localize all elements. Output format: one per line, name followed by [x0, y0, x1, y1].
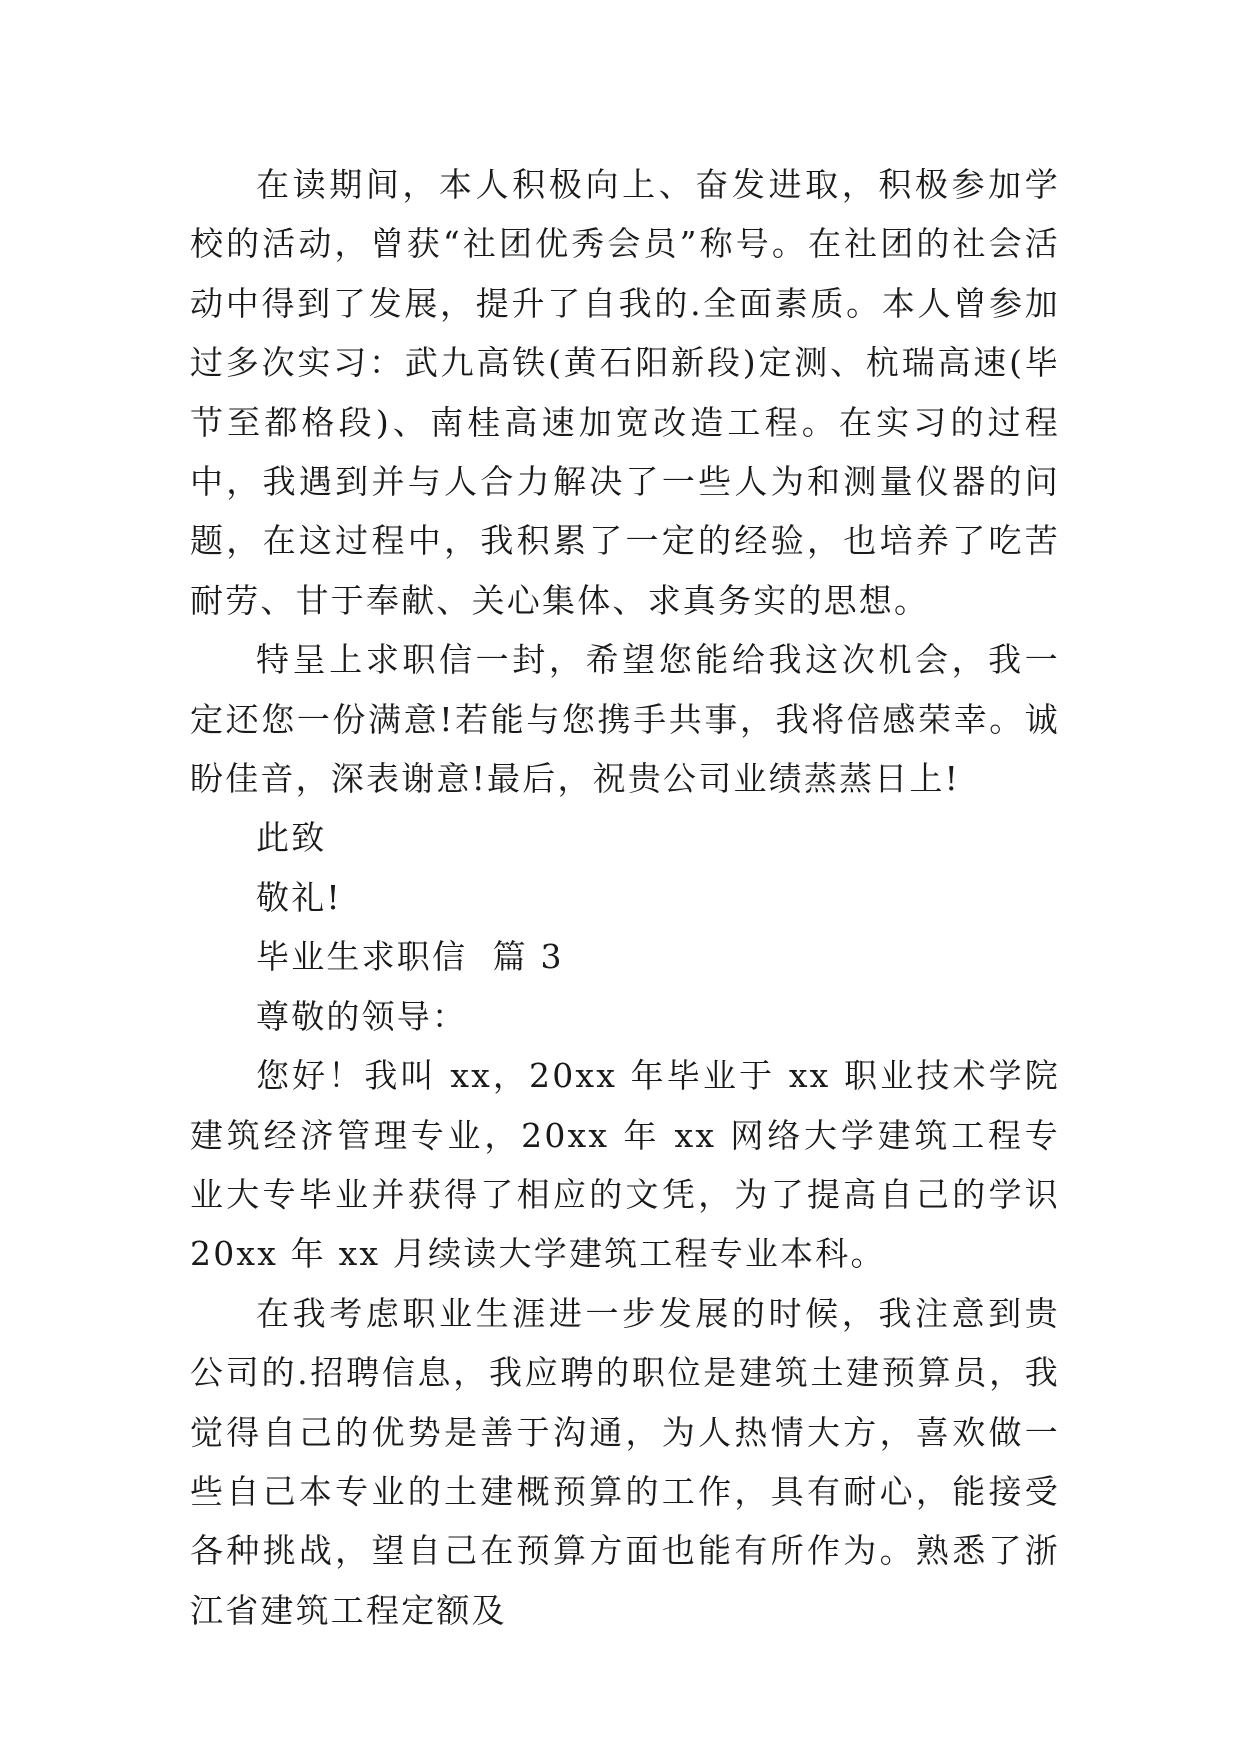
- closing-jing-li: 敬礼!: [256, 877, 342, 917]
- paragraph-study-experience: 在读期间，本人积极向上、奋发进取，积极参加学校的活动，曾获“社团优秀会员”称号。在社团的社会活动中得到了发展，提升了自我的.全面素质。本人曾参加过多次实习：武九高铁(黄石阳新段)定测、杭瑞高速(毕节至都格段)、南桂高速加宽改造工程。在实习的过程中，我遇到并与人合力解决了一些人为和测量仪器的问题，在这过程中，我积累了一定的经验，也培养了吃苦耐劳、甘于奉献、关心集体、求真务实的思想。: [190, 165, 1060, 620]
- paragraph-request: 特呈上求职信一封，希望您能给我这次机会，我一定还您一份满意!若能与您携手共事，我将倍感荣幸。诚盼佳音，深表谢意!最后，祝贵公司业绩蒸蒸日上!: [190, 640, 1060, 799]
- section-title: 毕业生求职信 篇 3: [256, 937, 564, 977]
- salutation: 尊敬的领导：: [256, 996, 468, 1036]
- paragraph-introduction: 您好！我叫 xx，20xx 年毕业于 xx 职业技术学院建筑经济管理专业，20xx 年 xx 网络大学建筑工程专业大专毕业并获得了相应的文凭，为了提高自己的学识 20xx 年 xx 月续读大学建筑工程专业本科。: [190, 1056, 1060, 1274]
- letter-body: [190, 155, 1060, 1640]
- closing-ci-zhi: 此致: [256, 818, 327, 858]
- paragraph-application: 在我考虑职业生涯进一步发展的时候，我注意到贵公司的.招聘信息，我应聘的职位是建筑土建预算员，我觉得自己的优势是善于沟通，为人热情大方，喜欢做一些自己本专业的土建概预算的工作，具有耐心，能接受各种挑战，望自己在预算方面也能有所作为。熟悉了浙江省建筑工程定额及: [190, 1293, 1060, 1630]
